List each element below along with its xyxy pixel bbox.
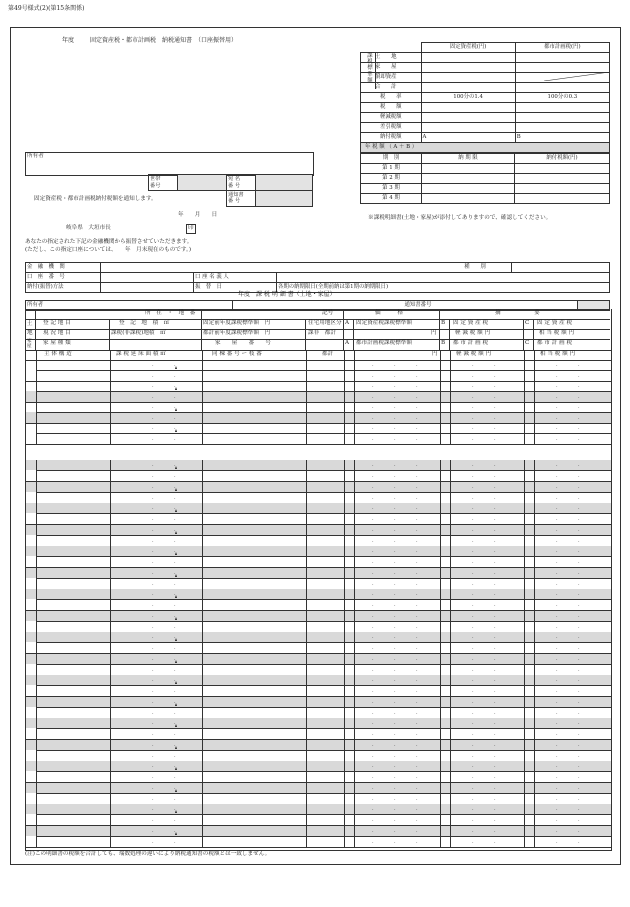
detail-record-block: . . . . . . . . . . . . . . . . . . [26, 611, 611, 633]
owner-box [25, 152, 314, 176]
owner-numbers [148, 174, 313, 207]
hdr-prev-city-base: 都計前年度課税標準額 円 [203, 330, 271, 336]
installments-table [360, 153, 610, 204]
detail-record-block: . . . . . . . . . . . . . . . . . . [26, 697, 611, 719]
detail-owner-label: 所有者 [26, 301, 233, 311]
detail-record-block: . . . . . . . . . . . . . . . . . . [26, 460, 611, 482]
hdr-reduction-2: 軽 減 税 額 円 [456, 351, 492, 357]
detail-record-block: . . . . . . . . . . . . . . . . . . [26, 546, 611, 568]
tax-header-fixed: 固定資産税(円) [421, 43, 515, 53]
marker-triangle-icon [175, 832, 177, 835]
notice-date: 年 月 日 [178, 212, 218, 218]
tax-row-building: 家 屋 [361, 63, 422, 73]
tax-table [360, 42, 610, 153]
hdr-residential-land: 住宅用地区分 [308, 320, 342, 326]
marker-triangle-icon [175, 789, 177, 792]
marker-triangle-icon [175, 810, 177, 813]
tax-rate-city: 100分の0.3 [515, 93, 609, 103]
detail-record-block: . . . . . . . . . . . . . . . . . . [26, 718, 611, 740]
detail-notice-number-label: 通知書番号 [259, 301, 577, 311]
marker-triangle-icon [175, 466, 177, 469]
hdr-city-tax-c: 都 市 計 画 税 [537, 340, 573, 346]
detail-record-block: . . . . . . . . . . . . . . . . . . [26, 826, 611, 848]
hdr-building-type: 家 屋 種 類 [43, 340, 71, 346]
detail-record-block: . . . . . . . . . . . . . . . . . . [26, 675, 611, 697]
notice-number-label: 通知書 番 号 [227, 191, 256, 207]
marker-triangle-icon [175, 638, 177, 641]
hdr-c-1: C [525, 320, 530, 326]
installment-2: 第 2 期 [361, 174, 422, 184]
hdr-taxable-area: 課税(非課税)地積 ㎡ [111, 330, 166, 336]
detail-record-block: . . . . . . . . . . . . . . . . . . [26, 804, 611, 826]
attachment-note: ※課税明細書(土地・家屋)が添付してありますので、確認してください。 [368, 215, 552, 221]
detail-body-grid [25, 360, 612, 851]
tax-amount-label: 税 額 [361, 103, 422, 113]
hdr-fixed-base: 固定資産税課税標準額 [356, 320, 412, 326]
detail-record-block: . . . . . . . . . . . . . . . . . . [26, 568, 611, 590]
tax-row-depreciable: 償却資産 [361, 73, 422, 83]
official-seal: 印 [186, 224, 196, 234]
hdr-equivalent-2: 相 当 税 額 円 [540, 351, 576, 357]
hdr-same-building: 同 棟 番 号 ー 枝 番 [212, 351, 262, 357]
marker-triangle-icon [175, 574, 177, 577]
hdr-c-2: C [525, 340, 530, 346]
installment-header-deadline: 納 期 限 [422, 154, 515, 164]
notice-message: 固定資産税・都市計画税納付税額を通知します。 [34, 196, 157, 202]
installment-header-amount: 納付税額(円) [515, 154, 610, 164]
location-label: 所 在 ・ 地 番 [145, 310, 196, 316]
detail-record-block: . . . . . . . . . . . . . . . . . . [26, 654, 611, 676]
marker-triangle-icon [175, 660, 177, 663]
hdr-a-2: A [345, 340, 350, 346]
owner-label: 所有者 [27, 153, 44, 159]
detail-record-block: . . . . . . . . . . . . . . . . . . [26, 740, 611, 762]
detail-record-block: . . . . . . . . . . . . . . . . . . [26, 525, 611, 547]
tax-base-divider [375, 52, 376, 89]
form-number: 第49号様式(2)(第15条関係) [8, 5, 85, 12]
diagonal-slash [544, 72, 610, 81]
hdr-taxable-city: 課非 都計 [308, 330, 336, 336]
hdr-city-tax: 都 市 計 画 税 [453, 340, 489, 346]
payment-method-label: 納付(振替)方法 [26, 283, 101, 293]
tax-a-label: A [421, 133, 515, 143]
transfer-message-1: あなたの指定された下記の金融機関から振替させていただきます。 [25, 239, 193, 245]
marker-triangle-icon [175, 429, 177, 432]
marker-triangle-icon [175, 617, 177, 620]
annual-tax-label: 年 税 額 （ A ＋ B ） [361, 143, 610, 153]
detail-record-block: . . . . . . . . . . . . . . . . . . [26, 360, 611, 382]
tax-rate-fixed: 100分の1.4 [421, 93, 515, 103]
hdr-yen-2: 円 [432, 351, 438, 357]
address-number-label: 宛 名 番 号 [227, 175, 256, 191]
marker-triangle-icon [175, 531, 177, 534]
hdr-city-mark: 都計 [322, 351, 334, 357]
detail-record-block: . . . . . . . . . . . . . . . . . . [26, 632, 611, 654]
account-type-label: 種 別 [439, 263, 512, 273]
marker-triangle-icon [175, 408, 177, 411]
hdr-building-number: 家 屋 番 号 [215, 340, 271, 346]
detail-record-block: . . . . . . . . . . . . . . . . . . [26, 783, 611, 805]
tax-header-city: 都市計画税(円) [515, 43, 609, 53]
installment-4: 第 4 期 [361, 194, 422, 204]
footnote: (注)この明細書の税額を合計しても、端数処理の違いにより納税通知書の税額とは一致しません。 [25, 851, 271, 857]
marker-triangle-icon [175, 387, 177, 390]
tax-row-land: 土 地 [361, 53, 422, 63]
detail-record-block: . . . . . . . . . . . . . . . . . . [26, 589, 611, 611]
hdr-a-1: A [345, 320, 350, 326]
installment-3: 第 3 期 [361, 184, 422, 194]
marker-triangle-icon [175, 724, 177, 727]
detail-record-block: . . . . . . . . . . . . . . . . . . [26, 381, 611, 403]
hdr-yen-1: 円 [431, 330, 437, 336]
hdr-equivalent-1: 相 当 税 額 円 [539, 330, 575, 336]
transfer-date-label: 振 替 日 [194, 283, 277, 293]
marker-triangle-icon [175, 509, 177, 512]
hdr-registered-category: 登 記 地 目 [43, 320, 71, 326]
detail-record-block: . . . . . . . . . . . . . . . . . . [26, 503, 611, 525]
hdr-reduction-1: 軽 減 税 額 円 [455, 330, 491, 336]
marker-triangle-icon [175, 488, 177, 491]
tax-row-total: 合 計 [361, 83, 422, 93]
detail-record-block: . . . . . . . . . . . . . . . . . . [26, 761, 611, 783]
issuer-name: 岐阜県 大垣市長 [66, 225, 111, 231]
summary-label: 摘 要 [495, 310, 540, 316]
transfer-message-2: (ただし、この指定口座については、 年 月末現在のものです。) [25, 247, 192, 253]
bank-table [25, 262, 610, 293]
tax-reduction-label: 軽減税額 [361, 113, 422, 123]
symbol-label: 記号 [322, 310, 334, 316]
marker-triangle-icon [175, 746, 177, 749]
detail-title: 年度 課 税 明 細 書（土地・家屋） [238, 291, 336, 298]
detail-header-body [25, 309, 610, 350]
marker-triangle-icon [175, 552, 177, 555]
marker-triangle-icon [175, 703, 177, 706]
hdr-fixed-tax-c: 固 定 資 産 税 [537, 320, 573, 326]
marker-triangle-icon [175, 767, 177, 770]
marker-triangle-icon [175, 595, 177, 598]
hdr-prev-fixed-base: 固定前年度課税標準額 円 [203, 320, 271, 326]
hdr-registered-area: 登 記 地 積 ㎡ [119, 320, 170, 326]
hdr-structure: 主 体 構 造 [44, 351, 72, 357]
marker-triangle-icon [175, 366, 177, 369]
notice-title: 固定資産税・都市計画税 納税通知書 （口座振替用） [90, 37, 238, 44]
detail-record-block: . . . . . . . . . . . . . . . . . . [26, 482, 611, 504]
tax-rate-label: 税 率 [361, 93, 422, 103]
detail-record-block: . . . . . . . . . . . . . . . . . . [26, 423, 611, 445]
installment-1: 第 1 期 [361, 164, 422, 174]
bank-label: 金 融 機 関 [26, 263, 101, 273]
account-number-label: 口 座 番 号 [26, 273, 101, 283]
value-label: 価 格 [375, 310, 403, 316]
transfer-date-note: 各期の納期限日(全期前納は第1期の納期限日) [277, 283, 610, 293]
tax-b-label: B [515, 133, 609, 143]
hdr-city-base: 都市計画税課税標準額 [356, 340, 412, 346]
hdr-b-1: B [441, 320, 446, 326]
hdr-b-2: B [441, 340, 446, 346]
detail-record-block: . . . . . . . . . . . . . . . . . . [26, 402, 611, 424]
hdr-current-category: 現 況 地 目 [43, 330, 71, 336]
tax-net-label: 差引税額 [361, 123, 422, 133]
marker-triangle-icon [175, 681, 177, 684]
household-number-label: 世帯 番号 [149, 175, 178, 191]
building-side-label: 家 屋 [27, 339, 32, 349]
account-holder-label: 口 座 名 義 人 [194, 273, 277, 283]
tax-payable-label: 納付税額 [361, 133, 422, 143]
installment-header-period: 期 別 [361, 154, 422, 164]
tax-base-label: 課税標準額 [367, 53, 373, 84]
land-side-label: 土 地 [27, 321, 33, 336]
hdr-fixed-tax: 固 定 資 産 税 [453, 320, 489, 326]
hdr-floor-area: 課 税 延 床 面 積 ㎡ [116, 351, 166, 357]
notice-year-label: 年度 [62, 37, 75, 44]
